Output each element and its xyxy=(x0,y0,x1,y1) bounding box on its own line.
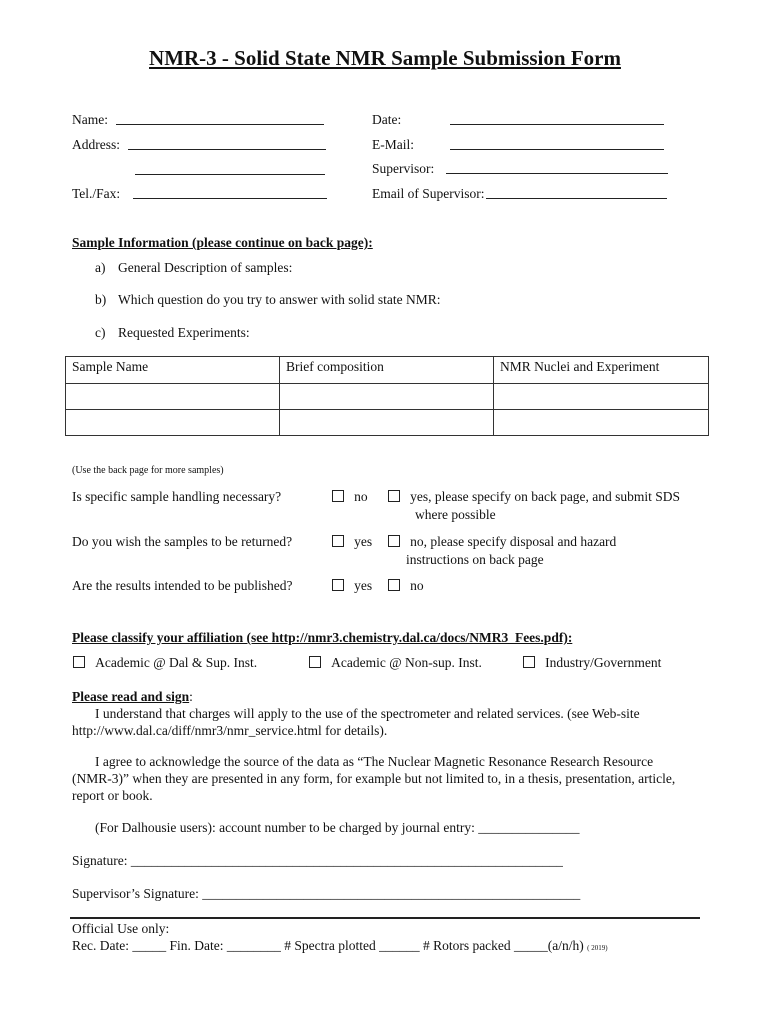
address-field-line2[interactable] xyxy=(135,174,325,175)
handling-no-label: no xyxy=(354,489,368,504)
date-label: Date: xyxy=(372,112,402,127)
checkbox-icon[interactable] xyxy=(332,535,344,547)
return-no-label: no, please specify disposal and hazard xyxy=(410,534,617,549)
name-label: Name: xyxy=(72,112,108,127)
publish-question: Are the results intended to be published? xyxy=(72,578,293,593)
table-cell[interactable] xyxy=(494,410,709,436)
affiliation-heading: Please classify your affiliation (see http://nmr3.chemistry.dal.ca/docs/NMR3_Fees.pdf): xyxy=(72,630,573,645)
read-sign-heading xyxy=(72,689,193,705)
return-no-label-cont: instructions on back page xyxy=(406,552,544,567)
acknowledge-para-line3: report or book. xyxy=(72,788,153,803)
supervisor-email-field[interactable] xyxy=(486,198,667,199)
email-field[interactable] xyxy=(450,149,664,150)
checkbox-icon[interactable] xyxy=(388,535,400,547)
return-yes-option[interactable] xyxy=(332,534,372,550)
table-cell[interactable] xyxy=(494,384,709,410)
checkbox-icon[interactable] xyxy=(388,579,400,591)
question-label: Which question do you try to answer with solid state NMR: xyxy=(118,292,441,307)
table-cell[interactable] xyxy=(66,410,280,436)
official-use-line xyxy=(72,938,608,954)
checkbox-icon[interactable] xyxy=(332,490,344,502)
telfax-label: Tel./Fax: xyxy=(72,186,121,201)
affiliation-industry-option[interactable] xyxy=(523,655,661,671)
sample-info-heading: Sample Information (please continue on back page): xyxy=(72,235,373,250)
acknowledge-para-line2: (NMR-3)” when they are presented in any form, for example but not limited to, in a thesis, presentation, article, xyxy=(72,771,676,786)
header-nmr-nuclei: NMR Nuclei and Experiment xyxy=(494,357,709,384)
handling-question: Is specific sample handling necessary? xyxy=(72,489,282,504)
samples-table xyxy=(65,356,709,436)
checkbox-icon[interactable] xyxy=(388,490,400,502)
charges-para-line2: http://www.dal.ca/diff/nmr3/nmr_service.html for details). xyxy=(72,723,388,738)
handling-yes-label: yes, please specify on back page, and submit SDS xyxy=(410,489,681,504)
item-c-marker: c) xyxy=(95,325,106,340)
return-yes-label: yes xyxy=(354,534,373,549)
handling-yes-label-cont: where possible xyxy=(415,507,496,522)
return-no-option[interactable] xyxy=(388,534,616,550)
table-note: (Use the back page for more samples) xyxy=(72,465,224,476)
affiliation-nonsup-label: Academic @ Non-sup. Inst. xyxy=(331,655,482,670)
table-row xyxy=(66,410,709,436)
address-label: Address: xyxy=(72,137,120,152)
checkbox-icon[interactable] xyxy=(332,579,344,591)
checkbox-icon[interactable] xyxy=(73,656,85,668)
publish-no-option[interactable] xyxy=(388,578,424,594)
supervisor-signature-field[interactable]: Supervisor’s Signature: ________________________________________________________ xyxy=(72,886,581,901)
publish-yes-option[interactable] xyxy=(332,578,372,594)
email-label: E-Mail: xyxy=(372,137,414,152)
publish-yes-label: yes xyxy=(354,578,373,593)
read-sign-colon: : xyxy=(189,689,193,704)
handling-yes-option[interactable] xyxy=(388,489,680,505)
publish-no-label: no xyxy=(410,578,424,593)
official-use-fields: Rec. Date: _____ Fin. Date: ________ # Spectra plotted ______ # Rotors packed _____(a/n/h) xyxy=(72,938,584,953)
table-cell[interactable] xyxy=(280,410,494,436)
form-year: ( 2019) xyxy=(587,944,608,952)
name-field[interactable] xyxy=(116,124,324,125)
table-header-row xyxy=(66,357,709,384)
affiliation-dal-label: Academic @ Dal & Sup. Inst. xyxy=(95,655,258,670)
item-a-marker: a) xyxy=(95,260,106,275)
item-b-marker: b) xyxy=(95,292,107,307)
header-brief-composition: Brief composition xyxy=(280,357,494,384)
affiliation-dal-option[interactable] xyxy=(73,655,257,671)
general-description-label: General Description of samples: xyxy=(118,260,293,275)
affiliation-industry-label: Industry/Government xyxy=(545,655,662,670)
address-field-line1[interactable] xyxy=(128,149,326,150)
supervisor-email-label: Email of Supervisor: xyxy=(372,186,485,201)
form-title: NMR-3 - Solid State NMR Sample Submission Form xyxy=(149,46,621,70)
date-field[interactable] xyxy=(450,124,664,125)
official-use-heading: Official Use only: xyxy=(72,921,170,936)
affiliation-nonsup-option[interactable] xyxy=(309,655,482,671)
header-sample-name: Sample Name xyxy=(66,357,280,384)
acknowledge-para-line1: I agree to acknowledge the source of the data as “The Nuclear Magnetic Resonance Research Resource xyxy=(95,754,654,769)
read-sign-heading-text: Please read and sign xyxy=(72,689,190,704)
return-question: Do you wish the samples to be returned? xyxy=(72,534,293,549)
supervisor-field[interactable] xyxy=(446,173,668,174)
requested-experiments-label: Requested Experiments: xyxy=(118,325,250,340)
supervisor-label: Supervisor: xyxy=(372,161,435,176)
divider xyxy=(70,917,700,919)
table-cell[interactable] xyxy=(66,384,280,410)
telfax-field[interactable] xyxy=(133,198,327,199)
handling-no-option[interactable] xyxy=(332,489,368,505)
checkbox-icon[interactable] xyxy=(309,656,321,668)
table-row xyxy=(66,384,709,410)
account-number-field[interactable]: (For Dalhousie users): account number to be charged by journal entry: _______________ xyxy=(95,820,580,835)
charges-para-line1: I understand that charges will apply to the use of the spectrometer and related services. (see Web-site xyxy=(95,706,640,721)
signature-field[interactable]: Signature: ________________________________________________________________ xyxy=(72,853,563,868)
table-cell[interactable] xyxy=(280,384,494,410)
checkbox-icon[interactable] xyxy=(523,656,535,668)
